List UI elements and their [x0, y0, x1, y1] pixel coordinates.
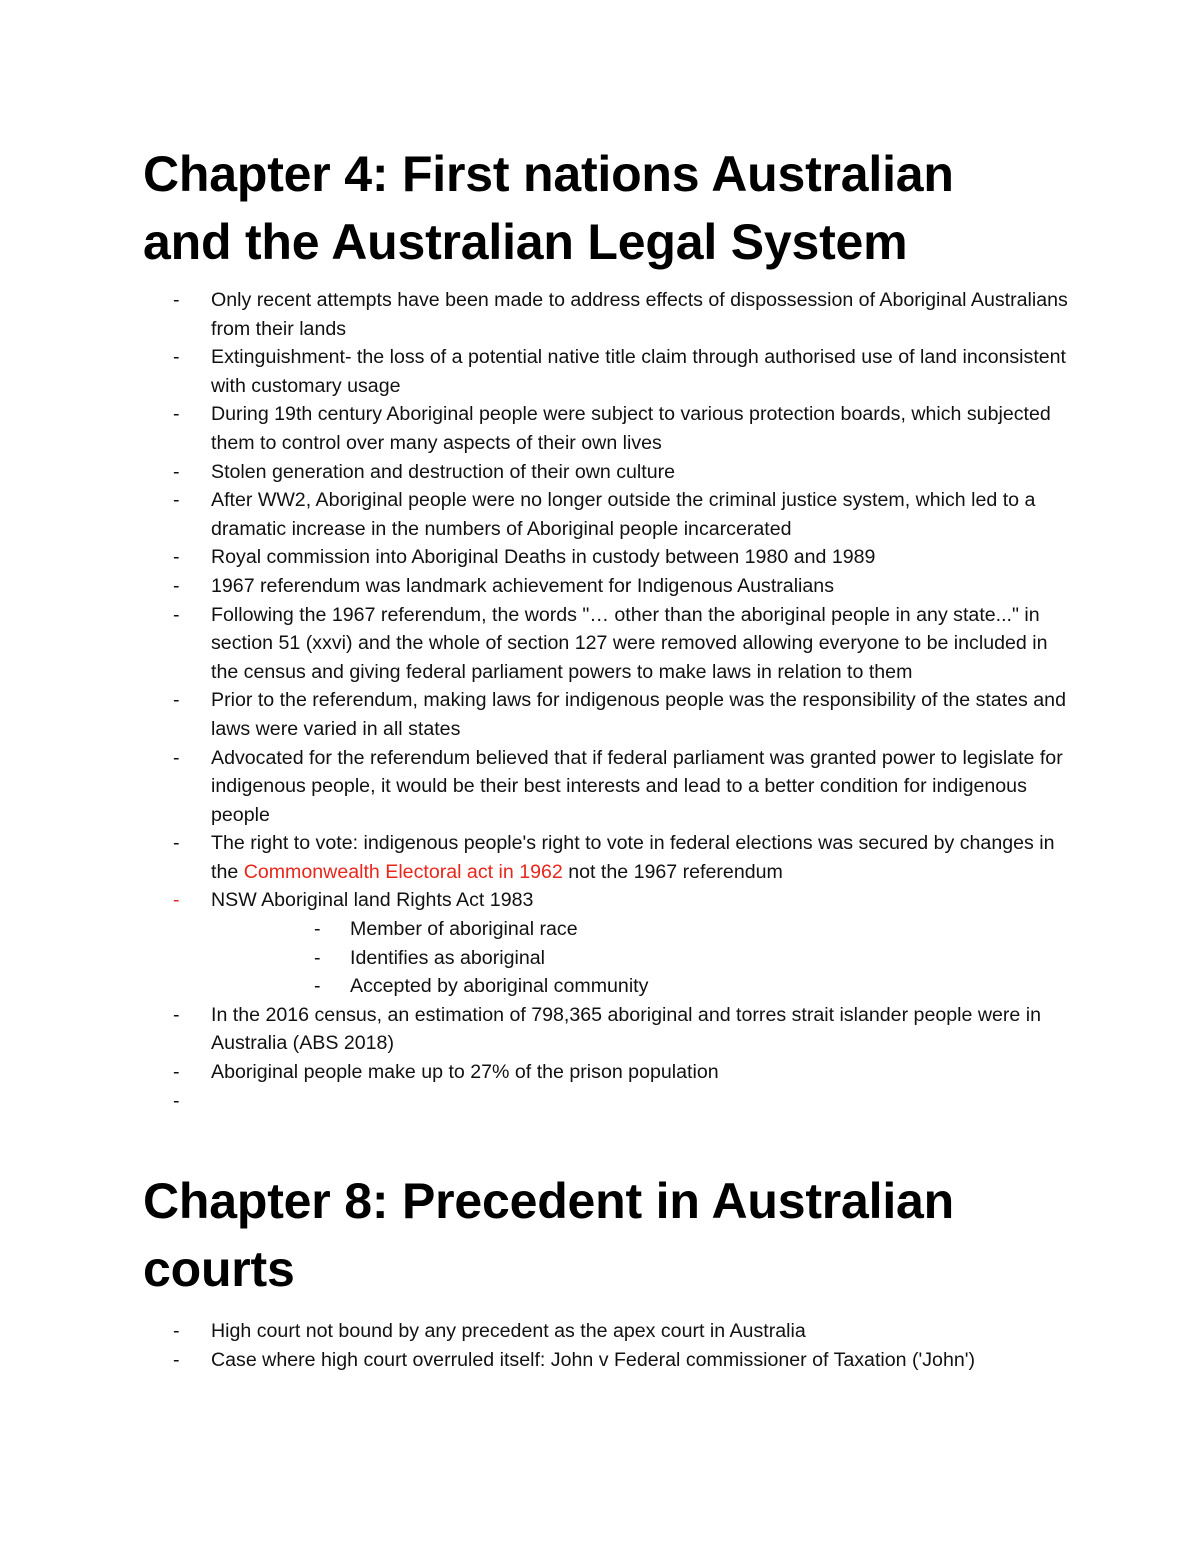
bullet-item: - Case where high court overruled itself: John v Federal commissioner of Taxation ('John') — [143, 1346, 1073, 1375]
sub-bullet-item: - Identifies as aboriginal — [211, 944, 1073, 973]
commonwealth-electoral-act-highlight: Commonwealth Electoral act in 1962 — [243, 860, 563, 883]
bullet-item: - Prior to the referendum, making laws for indigenous people was the responsibility of the states and laws were varied in all states — [143, 686, 1073, 743]
empty-bullet-item — [143, 1087, 1073, 1116]
bullet-item: - Advocated for the referendum believed that if federal parliament was granted power to legislate for indigenous people, it would be their best interests and lead to a better condition for indigenous people — [143, 744, 1073, 830]
bullet-item: - Aboriginal people make up to 27% of the prison population — [143, 1058, 1073, 1087]
chapter-4-heading-line1: Chapter 4: First nations Australian — [143, 146, 954, 202]
nsw-land-rights-act-title: NSW Aboriginal land Rights Act 1983 — [211, 889, 534, 912]
bullet-item: - Stolen generation and destruction of their own culture — [143, 458, 1073, 487]
chapter-8-heading-line1: Chapter 8: Precedent in Australian — [143, 1173, 954, 1230]
bullet-item: - Following the 1967 referendum, the words "… other than the aboriginal people in any state..." in section 51 (xxvi) and the whole of section 127 were removed allowing everyone to be included in the census and giving federal parliament powers to make laws in relation to them — [143, 601, 1073, 687]
chapter-8-bullet-list — [143, 1317, 1073, 1374]
chapter-4-heading — [143, 140, 1073, 276]
bullet-item: - Extinguishment- the loss of a potential native title claim through authorised use of land inconsistent with customary usage — [143, 343, 1073, 400]
bullet-item-right-to-vote — [143, 829, 1073, 886]
chapter-8-heading — [143, 1167, 1073, 1303]
chapter-4-bullet-list — [143, 286, 1073, 1115]
sub-bullet-item: - Member of aboriginal race — [211, 915, 1073, 944]
bullet-item: - During 19th century Aboriginal people were subject to various protection boards, which subjected them to control over many aspects of their own lives — [143, 400, 1073, 457]
vote-text-suffix: not the 1967 referendum — [562, 860, 783, 883]
document-page — [143, 140, 1073, 1374]
chapter-8-heading-line2: courts — [143, 1241, 295, 1298]
bullet-item: - 1967 referendum was landmark achievement for Indigenous Australians — [143, 572, 1073, 601]
bullet-item: - High court not bound by any precedent as the apex court in Australia — [143, 1317, 1073, 1346]
bullet-item: - After WW2, Aboriginal people were no longer outside the criminal justice system, which led to a dramatic increase in the numbers of Aboriginal people incarcerated — [143, 486, 1073, 543]
sub-bullet-item: - Accepted by aboriginal community — [211, 972, 1073, 1001]
bullet-item: - Royal commission into Aboriginal Deaths in custody between 1980 and 1989 — [143, 543, 1073, 572]
nsw-land-rights-act-item — [143, 886, 1073, 1000]
bullet-item: - Only recent attempts have been made to address effects of dispossession of Aboriginal Australians from their lands — [143, 286, 1073, 343]
vote-text-prefix: The right to vote: indigenous people's right to vote in federal elections was secured by changes in the — [211, 832, 1055, 883]
bullet-item: - In the 2016 census, an estimation of 798,365 aboriginal and torres strait islander people were in Australia (ABS 2018) — [143, 1001, 1073, 1058]
nsw-act-sub-list — [211, 915, 1073, 1001]
chapter-4-heading-line2: and the Australian Legal System — [143, 214, 908, 270]
